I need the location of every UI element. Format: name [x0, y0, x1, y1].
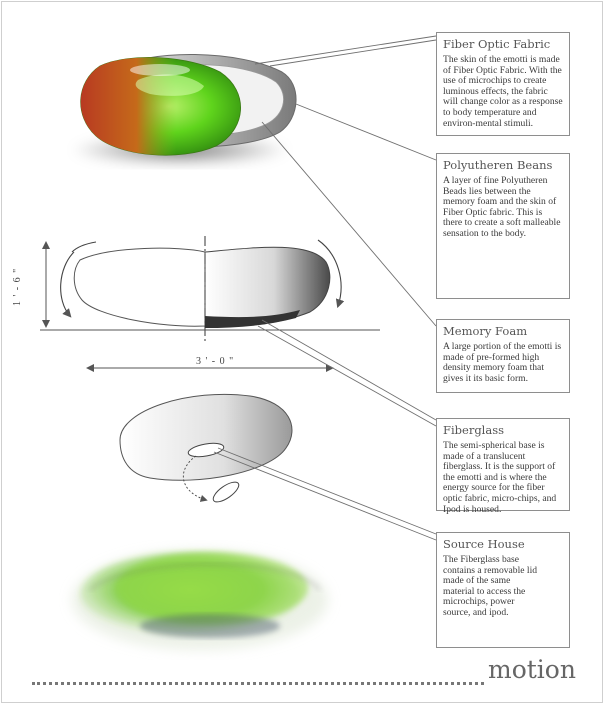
motion-blur-figure [72, 550, 328, 650]
label-fiberglass [436, 418, 570, 515]
label-body: The skin of the emotti is made of Fiber Optic Fabric. With the use of microchips to create luminous effects, the fabric will change color as a response to body temperature and environ-mental stimuli. [443, 54, 563, 129]
label-body: The Fiberglass base contains a removable lid made of the same material to access the microchips, power source, and ipod. [443, 554, 538, 618]
label-body: A layer of fine Polyutheren Beads lies between the memory foam and the skin of Fiber Optic fabric. This is there to create a soft malleable sensation to the body. [443, 175, 561, 239]
dotted-leader [32, 676, 484, 685]
label-fiber-optic-fabric [436, 32, 570, 136]
motion-caption: motion [488, 655, 576, 684]
label-title: Fiberglass [443, 423, 505, 437]
label-title: Fiber Optic Fabric [443, 37, 551, 51]
label-title: Polyutheren Beans [443, 158, 553, 172]
width-dimension: 3 ' - 0 " [196, 356, 235, 367]
label-memory-foam [436, 319, 570, 393]
label-source-house [436, 532, 570, 648]
label-title: Source House [443, 537, 525, 551]
label-body: The semi-spherical base is made of a translucent fiberglass. It is the support of the emotti and is where the energy source for the fiber optic fabric, micro-chips, and Ipod is housed. [443, 440, 557, 515]
label-title: Memory Foam [443, 324, 528, 338]
label-body: A large portion of the emotti is made of pre-formed high density memory foam that gives it its basic form. [443, 341, 562, 384]
height-dimension: 1 ' - 6 " [12, 267, 23, 306]
label-polyutheren-beans [436, 153, 570, 299]
fiberglass-base-figure [120, 394, 292, 505]
emotti-cutaway-figure [70, 54, 296, 166]
emotti-section-figure [40, 236, 380, 368]
